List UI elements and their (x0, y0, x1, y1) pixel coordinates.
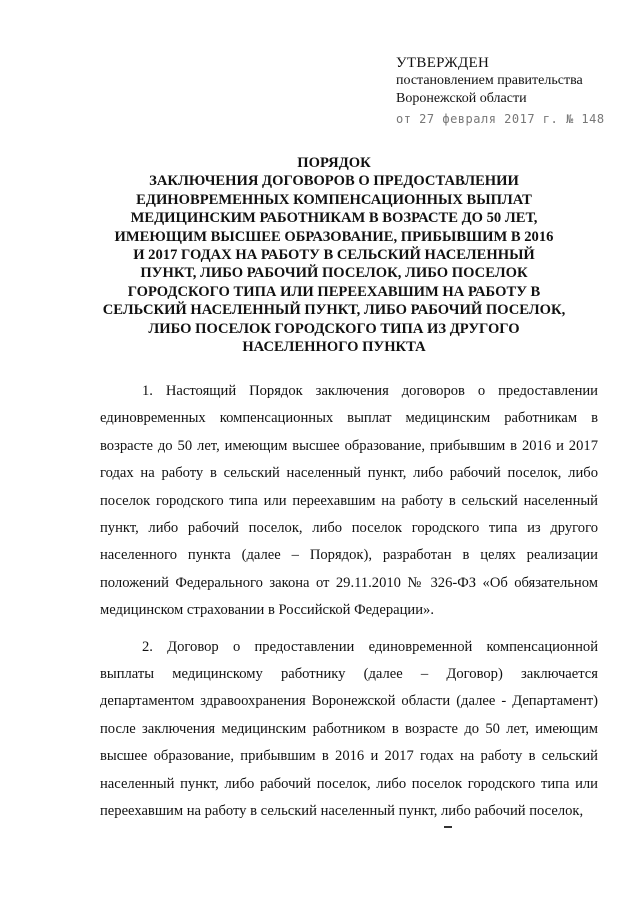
approval-date-stamp: от 27 февраля 2017 г. № 148 (396, 112, 605, 126)
document-body (100, 378, 598, 835)
approval-heading: УТВЕРЖДЕН (396, 55, 490, 71)
title-line: ГОРОДСКОГО ТИПА ИЛИ ПЕРЕЕХАВШИМ НА РАБОТУ В (127, 283, 541, 300)
title-line: ИМЕЮЩИМ ВЫСШЕЕ ОБРАЗОВАНИЕ, ПРИБЫВШИМ В 2016 (114, 228, 554, 245)
approval-block (396, 54, 626, 128)
title-line: ПУНКТ, ЛИБО РАБОЧИЙ ПОСЕЛОК, ЛИБО ПОСЕЛОК (140, 265, 528, 282)
approval-line-1: постановлением правительства (396, 73, 583, 88)
title-line: И 2017 ГОДАХ НА РАБОТУ В СЕЛЬСКИЙ НАСЕЛЕННЫЙ (133, 247, 535, 264)
title-line: ЕДИНОВРЕМЕННЫХ КОМПЕНСАЦИОННЫХ ВЫПЛАТ (136, 191, 532, 208)
title-line: ЗАКЛЮЧЕНИЯ ДОГОВОРОВ О ПРЕДОСТАВЛЕНИИ (149, 173, 519, 190)
paragraph-1: 1. Настоящий Порядок заключения договоров о предоставлении единовременных компенсационных выплат медицинским работникам в возрасте до 50 лет, имеющим высшее образование, прибывшим в 2016 и 2017 годах на работу в сельский населенный пункт, либо рабочий поселок, либо поселок городского типа или переехавшим на работу в сельский населенный пункт, либо рабочий поселок, либо поселок городского типа из другого населенного пункта (далее – Порядок), разработан в целях реализации положений Федерального закона от 29.11.2010 № 326-ФЗ «Об обязательном медицинском страховании в Российской Федерации». (100, 383, 598, 619)
title-line: МЕДИЦИНСКИМ РАБОТНИКАМ В ВОЗРАСТЕ ДО 50 ЛЕТ, (130, 210, 538, 227)
title-line: СЕЛЬСКИЙ НАСЕЛЕННЫЙ ПУНКТ, ЛИБО РАБОЧИЙ ПОСЕЛОК, (102, 302, 566, 319)
page-mark (444, 826, 452, 828)
title-line: ПОРЯДОК (297, 155, 371, 171)
paragraph-2: 2. Договор о предоставлении единовременной компенсационной выплаты медицинскому работнику (далее – Договор) заключается департаментом здравоохранения Воронежской области (далее - Департамент) после заключения медицинским работником в возрасте до 50 лет, имеющим высшее образование, прибывшим в 2016 и 2017 годах на работу в сельский населенный пункт, либо рабочий поселок, либо поселок городского типа или переехавшим на работу в сельский населенный пункт, либо рабочий поселок, (100, 638, 598, 820)
title-line: ЛИБО ПОСЕЛОК ГОРОДСКОГО ТИПА ИЗ ДРУГОГО (148, 320, 520, 337)
title-line: НАСЕЛЕННОГО ПУНКТА (242, 339, 426, 356)
document-title (84, 154, 584, 356)
approval-line-2: Воронежской области (396, 91, 527, 106)
